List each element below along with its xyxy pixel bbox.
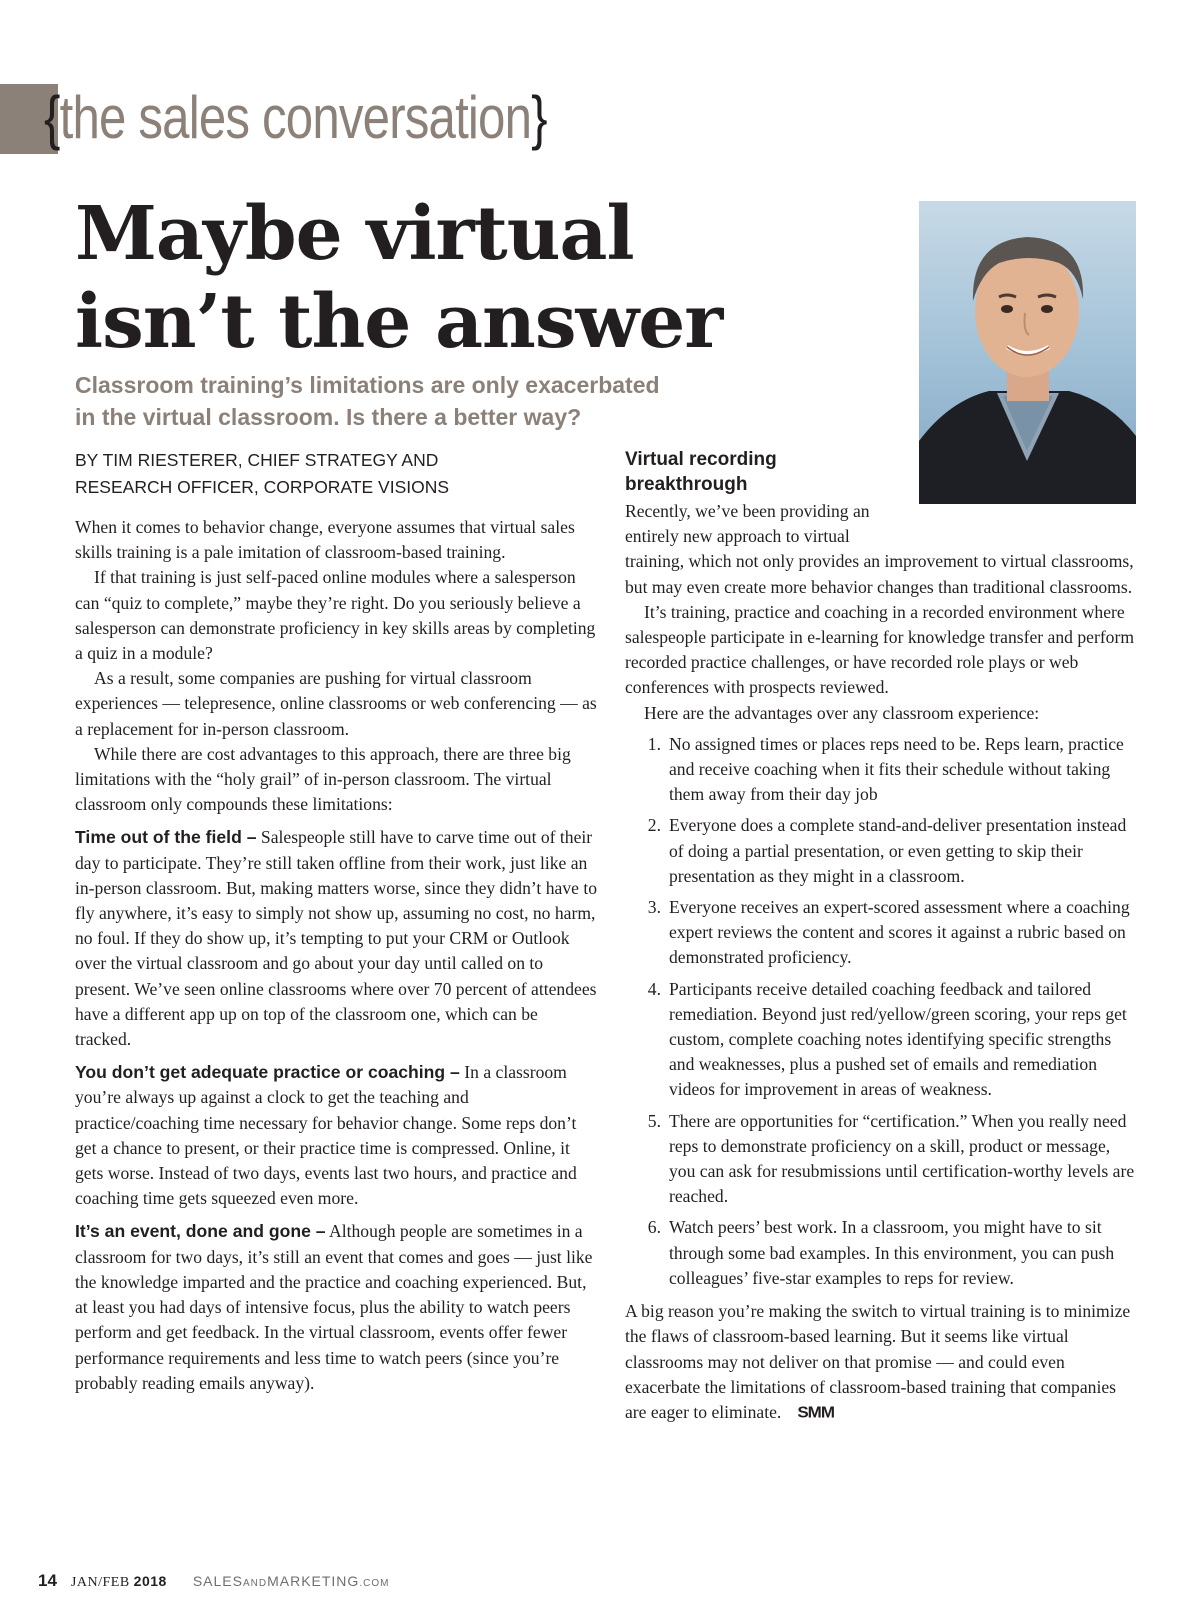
- issue-date: [71, 1573, 167, 1591]
- dek-line-1: Classroom training’s limitations are only exacerbated: [75, 372, 660, 398]
- issue-year: 2018: [133, 1573, 167, 1589]
- section-text: Although people are sometimes in a classroom for two days, it’s still an event that comes and goes — just like the knowledge imparted and the practice and coaching experienced. But, at least you had days of intensive focus, plus the ability to watch peers perform and get feedback. In the virtual classroom, events offer fewer performance requirements and less time to watch peers (since you’re probably reading emails anyway).: [75, 1221, 593, 1393]
- byline-line-1: BY TIM RIESTERER, CHIEF STRATEGY AND: [75, 450, 439, 470]
- paragraph: It’s training, practice and coaching in a recorded environment where salespeople participate in e-learning for knowledge transfer and perform recorded practice challenges, or have recorded role plays or web conferences with prospects reviewed.: [625, 601, 1135, 698]
- site-url: [193, 1573, 390, 1589]
- list-number: 3.: [647, 897, 661, 918]
- article-column-left: [75, 515, 597, 1396]
- paragraph-line: entirely new approach to virtual: [625, 526, 850, 547]
- section-text: Salespeople still have to carve time out of their day to participate. They’re still taken offline from their work, just like an in-person classroom. But, making matters worse, since they didn’t have to fly anywhere, it’s easy to simply not show up, assuming no cost, no harm, no foul. If they do show up, it’s tempting to put your CRM or Outlook over the virtual classroom and go about your day until called on to present. We’ve seen online classrooms where over 70 percent of attendees have a different app up on top of the classroom one, which can be tracked.: [75, 827, 598, 1050]
- dek-line-2: in the virtual classroom. Is there a better way?: [75, 404, 582, 430]
- list-text: Everyone does a complete stand-and-deliver presentation instead of doing a partial presentation, or even getting to skip their presentation as they might in a classroom.: [669, 815, 1127, 886]
- article-column-right: [625, 447, 1135, 1425]
- page-footer: [38, 1571, 389, 1591]
- site-part-sales: SALES: [192, 1573, 243, 1589]
- section-open-bracket: {: [44, 84, 60, 151]
- list-item: [625, 813, 1135, 889]
- closing-text: A big reason you’re making the switch to virtual training is to minimize the flaws of classroom-based learning. But it seems like virtual classrooms may not deliver on that promise — and could even exacerbate the limitations of classroom-based training that companies are eager to eliminate.: [625, 1301, 1131, 1422]
- section-time-out-of-field: [75, 825, 597, 1052]
- list-item: [625, 977, 1135, 1103]
- list-text: No assigned times or places reps need to be. Reps learn, practice and receive coaching when it fits their schedule without taking them away from their day job: [669, 733, 1124, 805]
- list-number: 5.: [647, 1110, 661, 1131]
- advantages-list: [625, 732, 1135, 1291]
- smm-end-mark: SMM: [797, 1403, 834, 1421]
- list-text: Everyone receives an expert-scored assessment where a coaching expert reviews the content and scores it against a rubric based on demonstrated proficiency.: [669, 897, 1130, 968]
- site-part-marketing: MARKETING: [267, 1573, 360, 1589]
- page-number: 14: [38, 1571, 57, 1590]
- section-label-text: the sales conversation: [59, 84, 532, 151]
- paragraph: training, which not only provides an improvement to virtual classrooms, but may even create more behavior changes than traditional classrooms.: [625, 551, 1134, 597]
- list-item: [625, 1215, 1135, 1291]
- byline: [75, 447, 615, 501]
- subhead: Virtual recording breakthrough: [625, 449, 777, 495]
- paragraph: Here are the advantages over any classroom experience:: [644, 702, 1040, 723]
- site-part-com: .COM: [359, 1578, 390, 1589]
- site-part-and: AND: [242, 1578, 268, 1589]
- section-label: [44, 80, 547, 156]
- dek: [75, 369, 715, 433]
- paragraph: When it comes to behavior change, everyone assumes that virtual sales skills training is a pale imitation of classroom-based training.: [75, 517, 575, 563]
- section-close-bracket: }: [531, 84, 547, 151]
- issue-month: JAN/FEB: [70, 1575, 130, 1590]
- headline-line-2: isn’t the answer: [75, 279, 723, 365]
- list-number: 1.: [647, 733, 661, 754]
- paragraph: While there are cost advantages to this approach, there are three big limitations with the “holy grail” of in-person classroom. The virtual classroom only compounds these limitations:: [75, 743, 571, 815]
- list-text: Watch peers’ best work. In a classroom, you might have to sit through some bad examples. In this environment, you can push colleagues’ five-star examples to reps for review.: [669, 1217, 1115, 1288]
- paragraph: As a result, some companies are pushing for virtual classroom experiences — telepresence, online classrooms or web conferencing — as a replacement for in-person classroom.: [75, 668, 597, 739]
- list-text: There are opportunities for “certification.” When you really need reps to demonstrate proficiency on a skill, product or message, you can ask for resubmissions until certification-worthy levels are reached.: [669, 1110, 1135, 1207]
- headline: [75, 190, 795, 366]
- byline-line-2: RESEARCH OFFICER, CORPORATE VISIONS: [75, 477, 450, 497]
- run-in-heading: You don’t get adequate practice or coaching –: [75, 1062, 460, 1083]
- section-practice-coaching: [75, 1060, 597, 1211]
- run-in-heading: Time out of the field –: [75, 827, 257, 848]
- run-in-heading: It’s an event, done and gone –: [75, 1221, 326, 1242]
- list-item: [625, 895, 1135, 971]
- paragraph: If that training is just self-paced online modules where a salesperson can “quiz to complete,” maybe they’re right. Do you seriously believe a salesperson can demonstrate proficiency in key skills areas by completing a quiz in a module?: [75, 567, 596, 664]
- section-text: In a classroom you’re always up against a clock to get the teaching and practice/coaching time necessary for behavior change. Some reps don’t get a chance to present, or their practice time is compressed. Online, it gets worse. Instead of two days, events last two hours, and practice and coaching time gets squeezed even more.: [75, 1062, 577, 1209]
- list-number: 6.: [647, 1217, 661, 1238]
- headline-line-1: Maybe virtual: [75, 191, 634, 277]
- section-event-done-gone: [75, 1219, 597, 1395]
- list-text: Participants receive detailed coaching feedback and tailored remediation. Beyond just red/yellow/green scoring, your reps get custom, complete coaching notes identifying specific strengths and weaknesses, plus a pushed set of emails and remediation videos for improvement in areas of weakness.: [669, 978, 1127, 1100]
- list-item: [625, 732, 1135, 808]
- closing-paragraph: [625, 1299, 1135, 1425]
- list-number: 2.: [647, 815, 661, 836]
- paragraph-line: Recently, we’ve been providing an: [625, 501, 870, 521]
- list-number: 4.: [647, 978, 661, 999]
- list-item: [625, 1109, 1135, 1210]
